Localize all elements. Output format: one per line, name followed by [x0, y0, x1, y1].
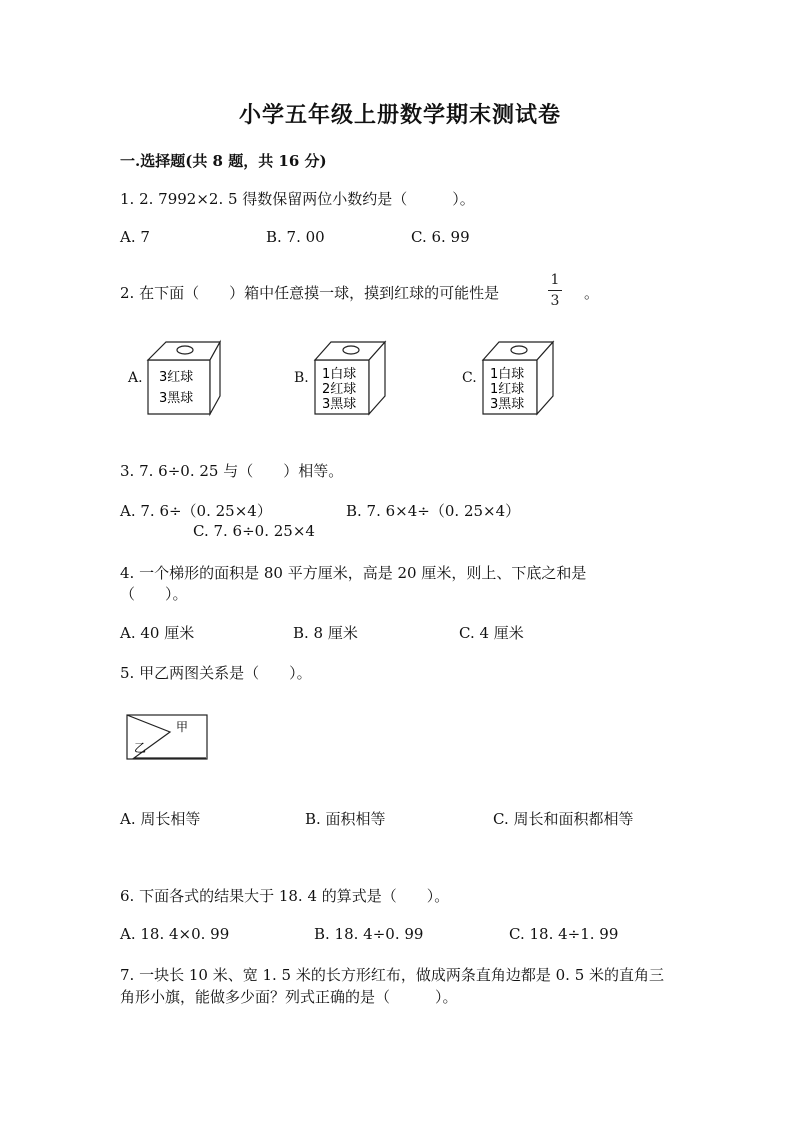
question-1-option-c: C. 6. 99: [411, 228, 470, 246]
figure-label-yi: 乙: [134, 741, 147, 755]
box-b-line-3: 3黑球: [322, 397, 357, 412]
box-a-line-1: 3红球: [159, 370, 194, 385]
box-c-line-3: 3黑球: [490, 397, 525, 412]
question-6-option-a: A. 18. 4×0. 99: [120, 925, 230, 943]
question-1-option-b: B. 7. 00: [266, 228, 325, 246]
question-6-stem: 6. 下面各式的结果大于 18. 4 的算式是（ ）。: [120, 887, 450, 905]
box-a-hole-icon: [177, 346, 193, 354]
fraction-numerator: 1: [550, 272, 560, 288]
section-heading: 一.选择题(共 8 题，共 16 分): [120, 152, 327, 170]
question-3-option-c: C. 7. 6÷0. 25×4: [193, 522, 315, 540]
question-7-stem-line-1: 7. 一块长 10 米、宽 1. 5 米的长方形红布，做成两条直角边都是 0. 5 米的直角三: [120, 966, 665, 984]
box-b-illustration: [307, 338, 391, 418]
question-6-option-c: C. 18. 4÷1. 99: [509, 925, 619, 943]
box-c-line-2: 1红球: [490, 382, 525, 397]
question-5-option-b: B. 面积相等: [305, 810, 386, 828]
question-3-option-b: B. 7. 6×4÷（0. 25×4）: [346, 502, 521, 520]
question-2-option-c: C.: [462, 370, 477, 386]
fraction-denominator: 3: [550, 293, 560, 309]
question-4-option-b: B. 8 厘米: [293, 624, 358, 642]
question-4-stem-line-1: 4. 一个梯形的面积是 80 平方厘米，高是 20 厘米，则上、下底之和是: [120, 564, 587, 582]
box-a-illustration: [140, 338, 224, 418]
fraction-one-third: [545, 272, 565, 309]
question-7-stem-line-2: 角形小旗，能做多少面？列式正确的是（ ）。: [120, 988, 458, 1006]
box-b-hole-icon: [343, 346, 359, 354]
question-6-option-b: B. 18. 4÷0. 99: [314, 925, 424, 943]
box-b-line-1: 1白球: [322, 367, 357, 382]
question-3-stem: 3. 7. 6÷0. 25 与（ ）相等。: [120, 462, 344, 480]
question-2-tail: 。: [584, 284, 600, 302]
question-4-option-a: A. 40 厘米: [120, 624, 195, 642]
box-c-illustration: [475, 338, 559, 418]
question-3-option-a: A. 7. 6÷（0. 25×4）: [120, 502, 272, 520]
box-c-line-1: 1白球: [490, 367, 525, 382]
question-5-stem: 5. 甲乙两图关系是（ ）。: [120, 664, 312, 682]
question-1-option-a: A. 7: [120, 228, 150, 246]
question-2-option-b: B.: [294, 370, 309, 386]
question-1-stem: 1. 2. 7992×2. 5 得数保留两位小数约是（ ）。: [120, 190, 475, 208]
box-a-line-2: 3黑球: [159, 391, 194, 406]
page-title: 小学五年级上册数学期末测试卷: [238, 102, 561, 128]
question-4-option-c: C. 4 厘米: [459, 624, 524, 642]
question-4-stem-line-2: （ ）。: [120, 585, 188, 603]
box-b-line-2: 2红球: [322, 382, 357, 397]
question-5-option-c: C. 周长和面积都相等: [493, 810, 634, 828]
question-5-option-a: A. 周长相等: [120, 810, 201, 828]
question-2-stem: 2. 在下面（ ）箱中任意摸一球，摸到红球的可能性是: [120, 284, 500, 302]
question-2-option-a: A.: [128, 370, 143, 386]
figure-label-jia: 甲: [176, 720, 189, 734]
rectangle-split-figure: [126, 714, 210, 762]
fraction-bar: [548, 290, 562, 291]
box-c-hole-icon: [511, 346, 527, 354]
